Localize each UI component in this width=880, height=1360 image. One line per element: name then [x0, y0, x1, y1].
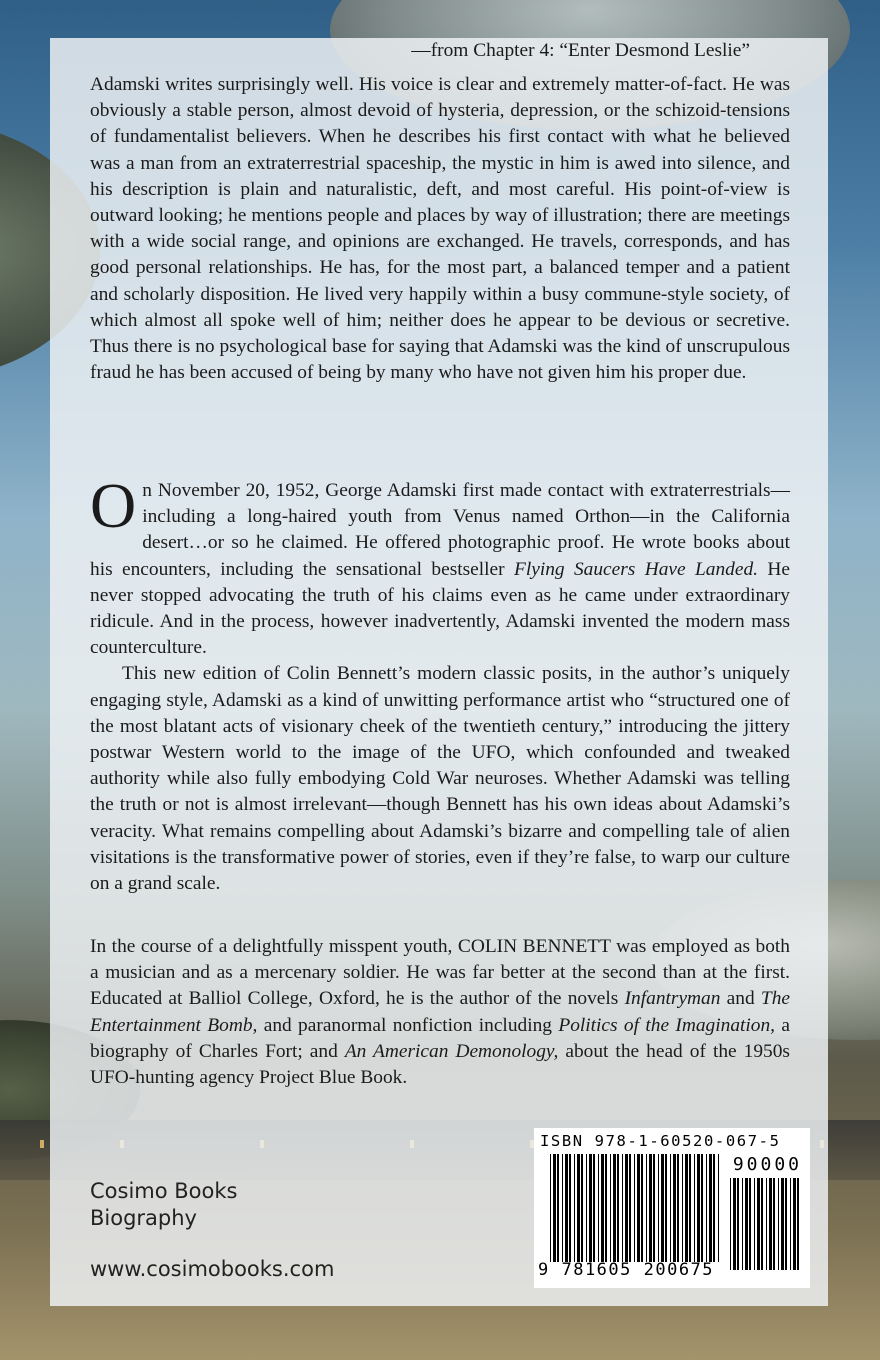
- barcode-bar: [625, 1154, 628, 1262]
- isbn-barcode: [534, 1128, 810, 1288]
- barcode-bar: [637, 1154, 640, 1262]
- book-title: An American Demonology,: [344, 1040, 559, 1062]
- barcode-bar: [730, 1178, 731, 1270]
- barcode-bar: [634, 1154, 635, 1262]
- barcode-bar: [617, 1154, 619, 1262]
- barcode-bar: [577, 1154, 580, 1262]
- barcode-bar: [565, 1154, 568, 1262]
- barcode-bar: [610, 1154, 611, 1262]
- book-title: Politics of the Imagination,: [558, 1014, 776, 1036]
- barcode-bar: [685, 1154, 688, 1262]
- barcode-bar: [629, 1154, 631, 1262]
- addon-barcode-bars: [730, 1178, 800, 1270]
- barcode-bar: [754, 1178, 755, 1270]
- barcode-bar: [677, 1154, 679, 1262]
- barcode-bar: [713, 1154, 715, 1262]
- barcode-bar: [670, 1154, 671, 1262]
- barcode-bar: [706, 1154, 707, 1262]
- publisher-name: Cosimo Books: [90, 1179, 238, 1203]
- barcode-bar: [557, 1154, 559, 1262]
- barcode-bar: [574, 1154, 575, 1262]
- barcode-bar: [581, 1154, 583, 1262]
- barcode-bar: [605, 1154, 607, 1262]
- barcode-bar: [745, 1178, 748, 1270]
- barcode-bar: [773, 1178, 775, 1270]
- barcode-bar: [613, 1154, 616, 1262]
- barcode-bar: [733, 1178, 736, 1270]
- barcode-bar: [718, 1154, 719, 1262]
- barcode-bar: [649, 1154, 652, 1262]
- barcode-bar: [601, 1154, 604, 1262]
- drop-cap: O: [90, 470, 137, 541]
- barcode-bar: [550, 1154, 551, 1262]
- barcode-bar: [709, 1154, 712, 1262]
- barcode-bar: [689, 1154, 691, 1262]
- barcode-bar: [562, 1154, 563, 1262]
- book-title: The Entertainment Bomb,: [90, 988, 790, 1036]
- book-description: [90, 470, 791, 897]
- bio-paragraph: In the course of a delightfully misspent youth, COLIN BENNETT was employed as both a musician and as a mercenary soldier. He was far better at the second than at the first. Educated at Balliol College, Oxford, he is the author of the novels Infantryman and The Entertainment Bomb, and paranormal nonfiction including Politics of the Imagination, a biography of Charles Fort; and An American Demonology, about the head of the 1950s UFO-hunting agency Project Blue Book.: [90, 936, 790, 1089]
- barcode-bar: [737, 1178, 739, 1270]
- book-title: Flying Saucers Have Landed.: [513, 558, 759, 580]
- barcode-bar: [797, 1178, 799, 1270]
- barcode-bar: [781, 1178, 784, 1270]
- description-paragraph-2: This new edition of Colin Bennett’s modern classic posits, in the author’s uniquely engaging style, Adamski as a kind of unwitting performance artist who “structured one of the most blatant acts of visionary cheek of the twentieth century,” introducing the jittery postwar Western world to the image of the UFO, which confounded and tweaked authority while also fully embodying Cold War neuroses. Whether Adamski was telling the truth or not is almost irrelevant—though Bennett has his own ideas about Adamski’s veracity. What remains compelling about Adamski’s bizarre and compelling tale of alien visitations is the transformative power of stories, even if they’re false, to warp our culture on a grand scale.: [90, 663, 790, 895]
- barcode-bar: [769, 1178, 772, 1270]
- back-cover-panel: [50, 38, 828, 1306]
- barcode-bar: [701, 1154, 703, 1262]
- barcode-bar: [658, 1154, 659, 1262]
- barcode-bar: [778, 1178, 779, 1270]
- quote-text: Adamski writes surprisingly well. His voice is clear and extremely matter-of-fact. He was obviously a stable person, almost devoid of hysteria, depression, or the schizoid-tensions of fundamentalist believers. When he describes his first contact with what he believed was a man from an extraterrestrial spaceship, the mystic in him is awed into silence, and his description is plain and naturalistic, deft, and most careful. His point-of-view is outward looking; he mentions people and places by way of illustration; there are meetings with a wide social range, and opinions are exchanged. He travels, corresponds, and has good personal relationships. He has, for the most part, a balanced temper and a patient and scholarly disposition. He lived very happily within a busy commune-style society, of which almost all spoke well of him; neither does he appear to be devious or secretive. Thus there is no psychological base for saying that Adamski was the kind of unscrupulous fraud he has been accused of being by many who have not given him his proper due.: [90, 74, 790, 384]
- ean-digits: 9 781605 200675: [538, 1260, 715, 1280]
- barcode-bar: [653, 1154, 655, 1262]
- barcode-bar: [793, 1178, 796, 1270]
- barcode-bar: [661, 1154, 664, 1262]
- barcode-bar: [593, 1154, 595, 1262]
- description-paragraph-1: On November 20, 1952, George Adamski first made contact with extraterrestrials—including a long-haired youth from Venus named Orthon—in the California desert…or so he claimed. He offered photographic proof. He wrote books about his encounters, including the sensational bestseller Flying Saucers Have Landed. He never stopped advocating the truth of his claims even as he came under extraordinary ridicule. And in the process, however inadvertently, Adamski invented the modern mass counterculture.: [90, 470, 791, 659]
- barcode-bar: [749, 1178, 751, 1270]
- barcode-bar: [553, 1154, 556, 1262]
- barcode-bar: [569, 1154, 571, 1262]
- publisher-category: [90, 1178, 237, 1232]
- barcode-bar: [665, 1154, 667, 1262]
- excerpt-quote: [90, 72, 790, 386]
- price-code: 90000: [732, 1154, 802, 1175]
- barcode-bar: [785, 1178, 787, 1270]
- barcode-bar: [586, 1154, 587, 1262]
- barcode-bar: [598, 1154, 599, 1262]
- barcode-bar: [761, 1178, 763, 1270]
- barcode-bar: [589, 1154, 592, 1262]
- category-label: Biography: [90, 1206, 197, 1230]
- author-bio: [90, 934, 790, 1091]
- quote-attribution: —from Chapter 4: “Enter Desmond Leslie”: [411, 40, 750, 61]
- barcode-bar: [682, 1154, 683, 1262]
- barcode-bar: [757, 1178, 760, 1270]
- book-title: Infantryman: [624, 988, 721, 1010]
- barcode-bar: [646, 1154, 647, 1262]
- barcode-bar: [790, 1178, 791, 1270]
- barcode-bar: [622, 1154, 623, 1262]
- barcode-bar: [697, 1154, 700, 1262]
- barcode-bar: [766, 1178, 767, 1270]
- barcode-bar: [641, 1154, 643, 1262]
- barcode-bar: [673, 1154, 676, 1262]
- barcode-bar: [742, 1178, 743, 1270]
- barcode-bars: [550, 1154, 722, 1262]
- publisher-website: www.cosimobooks.com: [90, 1257, 335, 1281]
- isbn-text: ISBN 978-1-60520-067-5: [540, 1132, 781, 1150]
- barcode-bar: [694, 1154, 695, 1262]
